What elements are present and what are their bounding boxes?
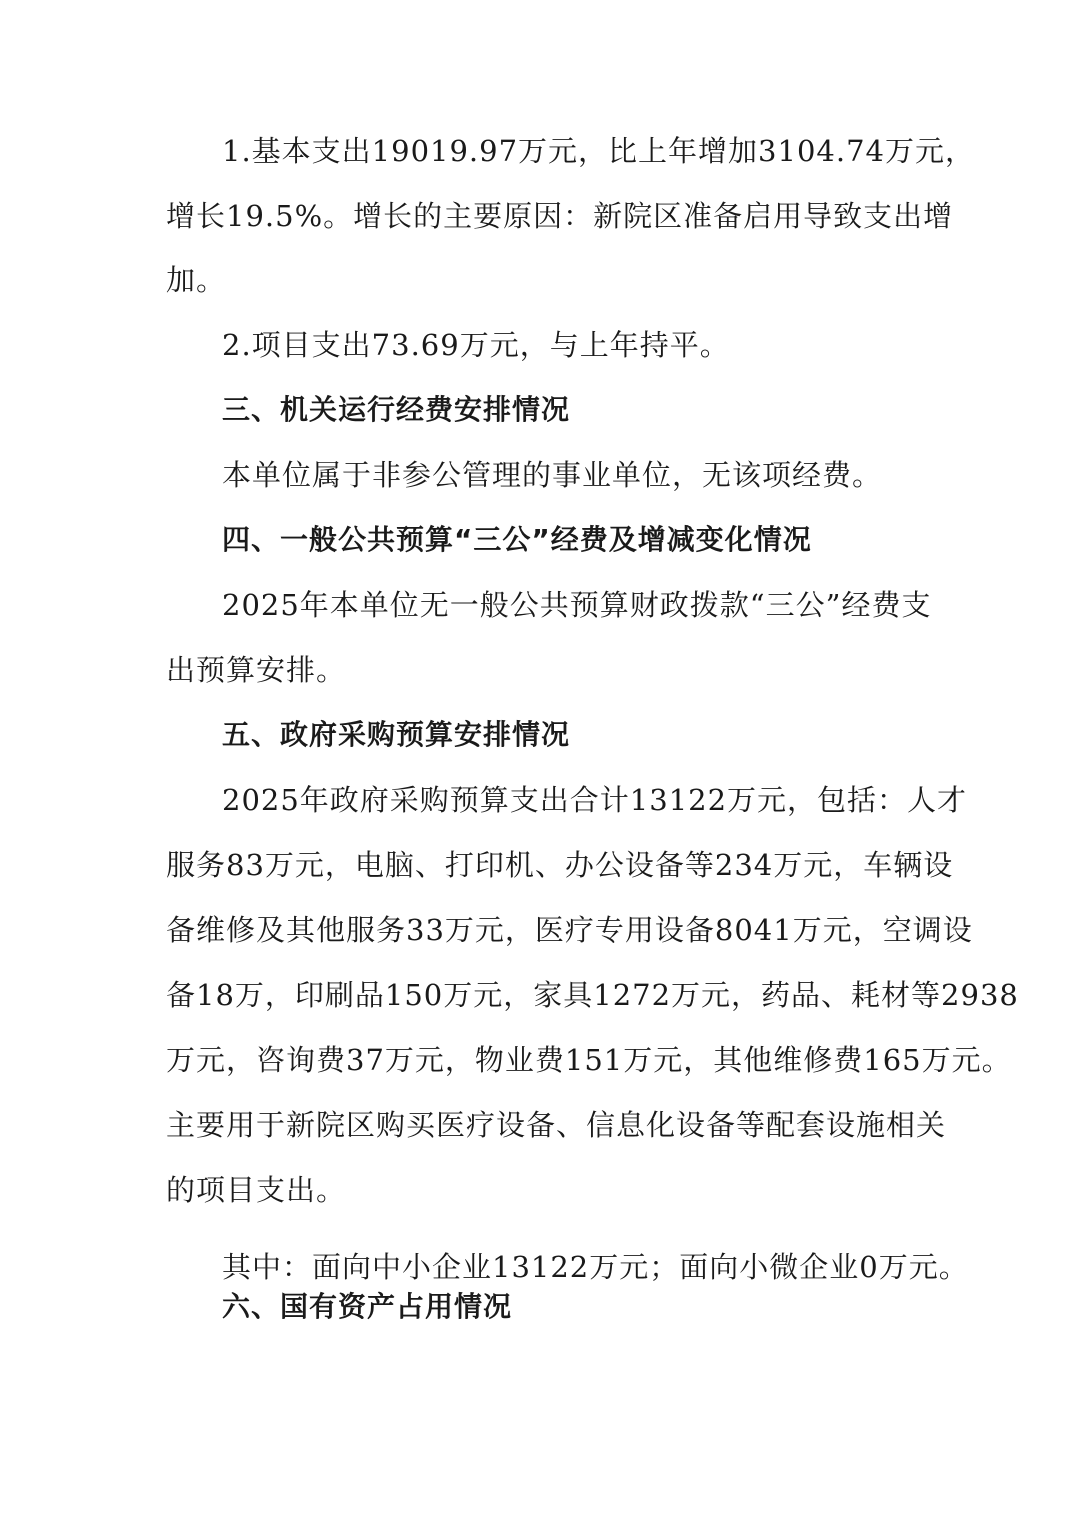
paragraph-line: 服务83万元，电脑、打印机、办公设备等234万元，车辆设 <box>166 848 954 882</box>
paragraph-line: 出预算安排。 <box>166 653 347 687</box>
section-heading: 六、国有资产占用情况 <box>222 1290 513 1323</box>
paragraph-line: 2025年政府采购预算支出合计13122万元，包括：人才 <box>222 783 968 817</box>
paragraph-line: 备18万，印刷品150万元，家具1272万元，药品、耗材等2938 <box>166 978 1019 1012</box>
paragraph-line: 2.项目支出73.69万元，与上年持平。 <box>222 328 730 362</box>
paragraph-line: 其中：面向中小企业13122万元；面向小微企业0万元。 <box>222 1250 969 1284</box>
paragraph-line: 主要用于新院区购买医疗设备、信息化设备等配套设施相关 <box>166 1108 947 1142</box>
paragraph-line: 2025年本单位无一般公共预算财政拨款“三公”经费支 <box>222 588 932 622</box>
section-heading: 三、机关运行经费安排情况 <box>222 393 571 426</box>
paragraph-line: 本单位属于非参公管理的事业单位，无该项经费。 <box>222 458 883 492</box>
paragraph-line: 增长19.5%。增长的主要原因：新院区准备启用导致支出增 <box>166 199 954 233</box>
section-heading: 四、一般公共预算“三公”经费及增减变化情况 <box>222 523 812 556</box>
paragraph-line: 1.基本支出19019.97万元，比上年增加3104.74万元， <box>222 134 975 168</box>
paragraph-line: 万元，咨询费37万元，物业费151万元，其他维修费165万元。 <box>166 1043 1012 1077</box>
paragraph-line: 备维修及其他服务33万元，医疗专用设备8041万元，空调设 <box>166 913 973 947</box>
section-heading: 五、政府采购预算安排情况 <box>222 718 571 751</box>
paragraph-line: 的项目支出。 <box>166 1173 347 1207</box>
paragraph-line: 加。 <box>166 263 227 297</box>
